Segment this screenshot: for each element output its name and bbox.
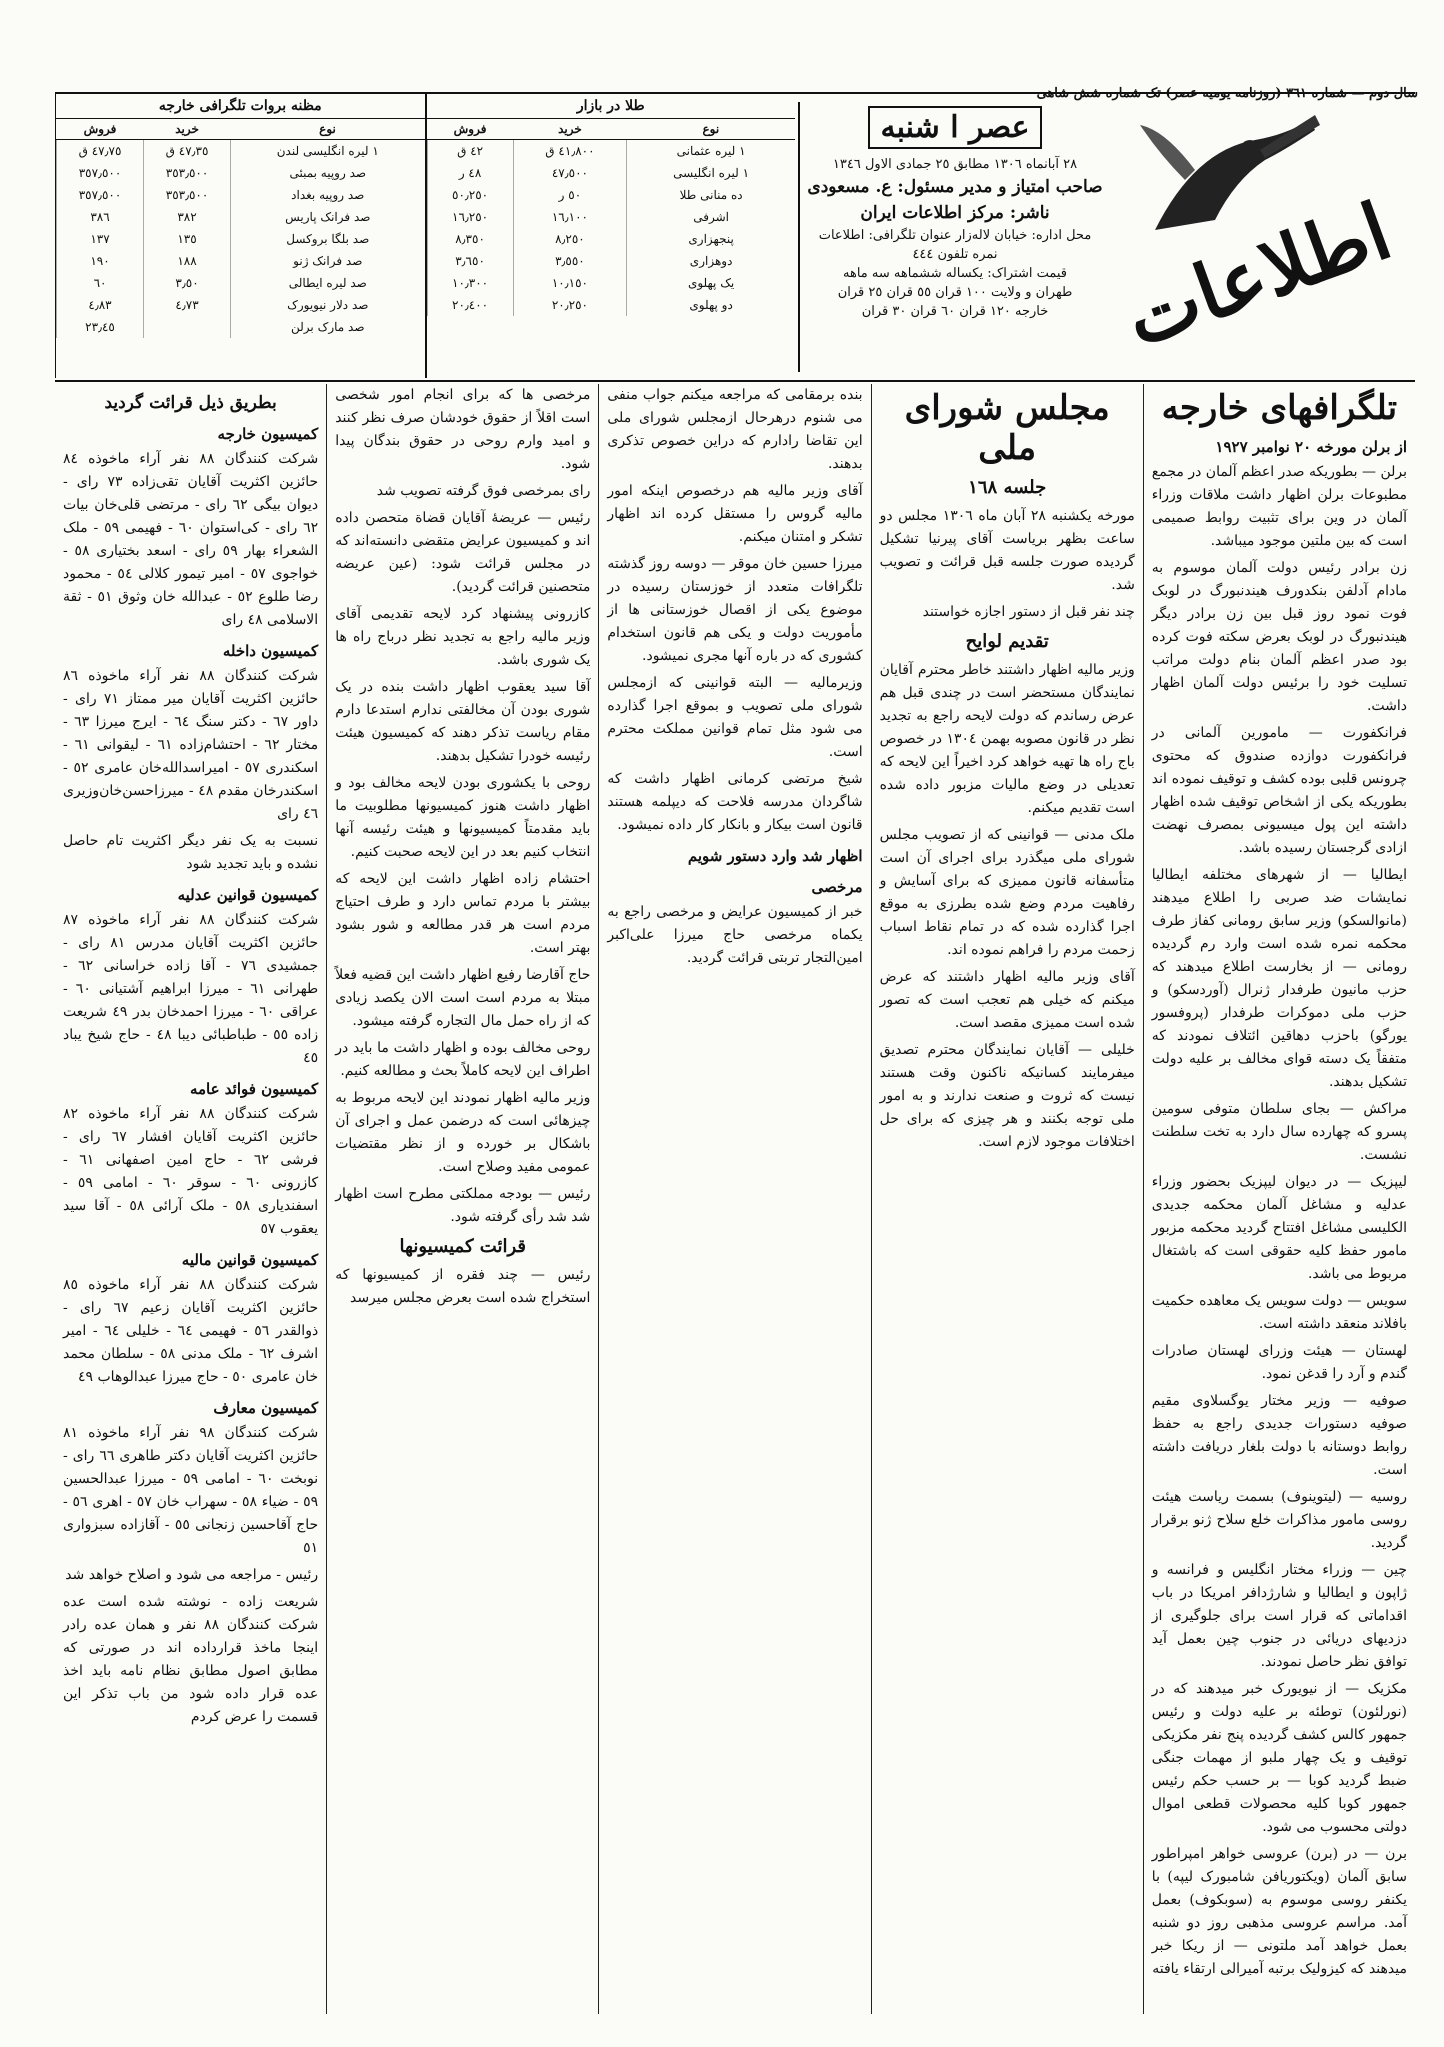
- gold-table-body: [427, 140, 795, 317]
- table-cell: ٥٠٫٢٥٠: [427, 184, 513, 206]
- table-cell: ١٣٧: [57, 228, 144, 250]
- column-parliament: [871, 384, 1143, 2014]
- table-cell: ٣٥٣٫٥٠٠: [144, 162, 231, 184]
- table-cell: ١٦٫١٠٠: [513, 206, 627, 228]
- table-row: [57, 140, 425, 163]
- foreign-telegrams-title: تلگرافهای خارجه: [1161, 388, 1398, 428]
- paragraph: رای بمرخصی فوق گرفته تصویب شد: [376, 483, 591, 499]
- column-header: فروش: [57, 119, 144, 140]
- paragraph: احتشام زاده اظهار داشت این لایحه که بیشتر با مردم تماس دارد و طرف احتیاج مردم است هر قدر مطالعه و شور بشود بهتر است.: [335, 871, 591, 956]
- publisher-line: ناشر: مرکز اطلاعات ایران: [860, 203, 1050, 223]
- paragraph: وزیر مالیه اظهار داشتند خاطر محترم آقایان نمایندگان مستحضر است در چندی قبل هم عرض رساندم که دولت لایحه راجع به تجدید نظر در قانون مصوبه بهمن ١٣٠٤ در خصوص باج راه ها تهیه خواهد کرد اخیراً این لایحه که تعدیلی در وضع مالیات مزبور داده شده است تقدیم میکنم.: [879, 662, 1135, 816]
- table-cell: ٤٧٫٧٥ ق: [57, 140, 144, 163]
- table-row: [427, 184, 795, 206]
- paragraph: آقای وزیر مالیه هم درخصوص اینکه امور مالیه گروس را مستقل کرده اند اظهار تشکر و امتنان میکنم.: [607, 483, 863, 545]
- paragraph: مکزیک — از نیویورک خبر میدهند که در (نورلئون) توطئه بر علیه دولت و رئیس جمهور کالس کشف گردیده پنج نفر مکزیکی توقیف و یک چهار ملبو از مهمات جنگی ضبط گردید کوبا — بر حسب حکم رئیس جمهور کوبا کلیه محصولات قطعی اموال دولتی محسوب می شود.: [1151, 1681, 1407, 1835]
- table-cell: ٢٣٫٤٥: [57, 316, 144, 338]
- paragraph: شرکت کنندگان ٨٨ نفر آراء ماخوذه ٨٦ حائزین اکثریت آقایان میر ممتاز ٧١ رای - داور ٦٧ - دکتر سنگ ٦٤ - ایرج میرزا ٦٣ - مختار ٦٢ - احتشام‌زاده ٦١ - لیقوانی ٦١ - اسکندری ٥٧ - امیراسدالله‌خان عامری ٥٢ - اسکندرخان مقدم ٤٨ - میرزاحسن‌خان‌وزیری ٤٦ رای: [62, 668, 319, 822]
- table-cell: ٣٥٧٫٥٠٠: [57, 184, 144, 206]
- paragraph: رئیس - مراجعه می شود و اصلاح خواهد شد: [65, 1567, 319, 1583]
- paragraph: آقای وزیر مالیه اظهار داشتند که عرض میکنم که خیلی هم تعجب است که تصور شده است ممیزی مقصد است.: [879, 969, 1135, 1031]
- column-header: فروش: [427, 119, 513, 140]
- table-row: [57, 316, 425, 338]
- table-cell: ١٠٫١٥٠: [513, 272, 627, 294]
- subscription-row: خارجه ١٢٠ قران ٦٠ قران ٣٠ قران: [861, 304, 1049, 319]
- table-cell: صد فرانک پاریس: [231, 206, 425, 228]
- table-cell: ده منانی طلا: [627, 184, 795, 206]
- table-cell: صد مارک برلن: [231, 316, 425, 338]
- phone-line: نمره تلفون ٤٤٤: [912, 247, 998, 262]
- dateline: از برلن مورخه ٢٠ نوامبر ١٩٢٧: [1215, 438, 1407, 456]
- logo: [1115, 100, 1415, 370]
- table-cell: ١٩٠: [57, 250, 144, 272]
- table-cell: ٤٧٫٥٠٠: [513, 162, 627, 184]
- price-tables: [55, 94, 795, 378]
- table-cell: ٨٫٣٥٠: [427, 228, 513, 250]
- committees-title: بطریق ذیل قرائت گردید: [104, 393, 277, 413]
- table-cell: ٥٠ ر: [513, 184, 627, 206]
- table-row: [427, 272, 795, 294]
- table-cell: ٣٫٥٥٠: [513, 250, 627, 272]
- table-cell: ٦٠: [57, 272, 144, 294]
- table-cell: ٤١٫٨٠٠ ق: [513, 140, 627, 163]
- address-line: محل اداره: خیابان لاله‌زار عنوان تلگرافی: اطلاعات: [818, 228, 1092, 243]
- paragraph: شریعت زاده - نوشته شده است عده شرکت کنندگان ٨٨ نفر و همان عده رادر اینجا ماخذ قرارداده اند در صورتی که مطابق اصول مطابق نظام نامه باید اخذ عده قرار داده شود من باب تذکر این قسمت را عرض کردم: [62, 1594, 319, 1725]
- table-cell: ٤٢ ق: [427, 140, 513, 163]
- table-row: [57, 294, 425, 316]
- subscription-title: قیمت اشتراک: یکساله ششماهه سه ماهه: [843, 266, 1067, 281]
- table-cell: ٣٥٧٫٥٠٠: [57, 162, 144, 184]
- table-cell: دوهزاری: [627, 250, 795, 272]
- committee-heading: کمیسیون معارف: [213, 1399, 319, 1417]
- paragraph: شرکت کنندگان ٨٨ نفر آراء ماخوذه ٨٧ حائزین اکثریت آقایان مدرس ٨١ رای - جمشیدی ٧٦ - آقا زاده خراسانی ٦٢ - طهرانی ٦١ - میرزا ابراهیم آشتیانی ٦٠ - عراقی ٦٠ - میرزا احمدخان بدر ٤٩ شریعت زاده ٥٥ - طباطبائی دیبا ٤٨ - حاج شیخ یباد ٤٥: [62, 912, 319, 1066]
- table-cell: صد روپیه بغداد: [231, 184, 425, 206]
- paragraph: رئیس — عریضهٔ آقایان قضاة متحصن داده اند و کمیسیون عرایض متقضی دانسته‌اند که در مجلس قرائت شود: (عین عریضه متحصنین قرائت گردید).: [335, 510, 591, 595]
- paragraph: شرکت کنندگان ٨٨ نفر آراء ماخوذه ٨٥ حائزین اکثریت آقایان زعیم ٦٧ رای - ذوالقدر ٥٦ - فهیمی ٦٤ - خلیلی ٦٤ - امیر اشرف ٦٢ - ملک مدنی ٥٨ - سلطان محمد خان عامری ٥٠ - حاج میرزا عبدالوهاب ٤٩: [62, 1277, 319, 1385]
- table-cell: ٤٨ ر: [427, 162, 513, 184]
- table-cell: صد لیره ایطالی: [231, 272, 425, 294]
- table-row: [427, 250, 795, 272]
- paragraph: زن برادر رئیس دولت آلمان موسوم به مادام آدلفن بنکدورف هیندنبورگ در لوبک فوت نمود روز قبل بین زن برادر دیگر هیندنبورگ در لوبک بعرض سکته فوت کرده بود صدر اعظم آلمان بنام دولت مراتب تسلیت خود را برئیس دولت آلمان اظهار داشت.: [1151, 560, 1407, 714]
- owner-line: صاحب امتیاز و مدیر مسئول: ع. مسعودی: [807, 177, 1103, 197]
- column-header: خرید: [513, 119, 627, 140]
- column-committees: [55, 384, 326, 2014]
- table-cell: ٤٫٨٣: [57, 294, 144, 316]
- paragraph: خلیلی — آقایان نمایندگان محترم تصدیق میفرمایند کسانیکه ناکنون وقت هستند نیست که ثروت و صنعت ندارند و به امور ملی توجه بکنند و هر چیزی که برای حل اختلافات موجود لازم است.: [879, 1042, 1135, 1150]
- table-cell: [144, 316, 231, 338]
- paragraph: شرکت کنندگان ٨٨ نفر آراء ماخوذه ٨٤ حائزین اکثریت آقایان تقی‌زاده ٧٣ رای - دیوان بیگی ٦٢ رای - مرتضی قلی‌خان بیات ٦٢ رای - کی‌استوان ٦٠ - فهیمی ٥٩ - ملک الشعراء بهار ٥٩ رای - اسعد بختیاری ٥٨ - خواجوی ٥٧ - امیر تیمور کلالی ٥٤ - محمود رضا طلوع ٥٢ - عبدالله خان وثوق ٥١ - ثقة الاسلامی ٤٨ رای: [62, 451, 319, 628]
- paragraph: کازرونی پیشنهاد کرد لایحه تقدیمی آقای وزیر مالیه راجع به تجدید نظر درباج راه ها یک شوری باشد.: [335, 606, 591, 668]
- committee-heading: کمیسیون داخله: [222, 642, 319, 660]
- table-cell: ٣٫٦٥٠: [427, 250, 513, 272]
- paragraph: شرکت کنندگان ٩٨ نفر آراء ماخوذه ٨١ حائزین اکثریت آقایان دکتر طاهری ٦٦ رای - نوبخت ٦٠ - امامی ٥٩ - میرزا عبدالحسین ٥٩ - ضیاء ٥٨ - سهراب خان ٥٧ - اهری ٥٦ - حاج آقاحسین زنجانی ٥٥ - آقازاده سبزواری ٥١: [62, 1425, 319, 1556]
- article-columns: [55, 384, 1415, 2014]
- table-row: [57, 272, 425, 294]
- committee-heading: کمیسیون فوائد عامه: [189, 1080, 319, 1098]
- paragraph: ملک مدنی — قوانینی که از تصویب مجلس شورای ملی میگذرد برای اجرای آن است متأسفانه قانون ممیزی که برای آسایش و رفاهیت مردم وضع شده بطرزی به موقع اجرا گذارده شده که در تمام نقاط اسباب زحمت مردم را فراهم نموده اند.: [879, 827, 1135, 958]
- table-cell: ٣٥٣٫٥٠٠: [144, 184, 231, 206]
- paragraph: روحی مخالف بوده و اظهار داشت ما باید در اطراف این لایحه کاملاً بحث و مطالعه کنیم.: [335, 1040, 591, 1079]
- column-leave-requests: [326, 384, 598, 2014]
- column-header: نوع: [627, 119, 795, 140]
- table-row: [57, 162, 425, 184]
- table-cell: صد دلار نیویورک: [231, 294, 425, 316]
- rates-table-body: [57, 140, 425, 339]
- table-cell: ١ لیره انگلیسی: [627, 162, 795, 184]
- paragraph: مراکش — بجای سلطان متوفی سومین پسرو که چهارده سال دارد به تخت سلطنت نشست.: [1151, 1101, 1407, 1163]
- table-cell: ٣٨٢: [144, 206, 231, 228]
- paragraph: میرزا حسین خان موقر — دوسه روز گذشته تلگرافات متعدد از خوزستان رسیده در موضوع یکی از اقصال خوزستانی ها از مأموریت دولت و یکی هم قانون استخدام کشوری که در باره آنها مجری نمیشود.: [607, 556, 863, 664]
- paragraph: مورخه یکشنبه ٢٨ آبان ماه ١٣٠٦ مجلس دو ساعت بظهر بریاست آقای پیرنیا تشکیل گردیده صورت جلسه قبل قرائت و تصویب شد.: [879, 508, 1135, 593]
- section-heading: تقدیم لوایح: [965, 631, 1049, 652]
- table-row: [427, 228, 795, 250]
- table-cell: ٤٧٫٣٥ ق: [144, 140, 231, 163]
- table-cell: ٣٫٥٠: [144, 272, 231, 294]
- table-cell: دو پهلوی: [627, 294, 795, 316]
- table-cell: صد فرانک ژنو: [231, 250, 425, 272]
- paragraph: خبر از کمیسیون عرایض و مرخصی راجع به یکماه مرخصی حاج میرزا علی‌اکبر امین‌التجار تربتی قرائت گردید.: [607, 904, 863, 966]
- committee-heading: کمیسیون خارجه: [217, 425, 319, 443]
- paragraph: روسیه — (لیتوینوف) بسمت ریاست هیئت روسی مامور مذاکرات خلع سلاح ژنو برقرار گردید.: [1151, 1489, 1407, 1551]
- paragraph: برن — در (برن) عروسی خواهر امپراطور سابق آلمان (ویکتوریافن شامبورک لیپه) با یکنفر روسی موسوم به (سوبکوف) بعمل آمد. مراسم عروسی مذهبی روز دو شنبه بعمل خواهد آمد ملتونی — از ریکا خبر میدهند که کیزولیک برتبه آمیرالی ارتقاء یافته: [1151, 1846, 1407, 1977]
- logo-text: اطلاعات: [1113, 185, 1403, 366]
- paragraph: شرکت کنندگان ٨٨ نفر آراء ماخوذه ٨٢ حائزین اکثریت آقایان افشار ٦٧ رای - فرشی ٦٢ - حاج امین اصفهانی ٦١ - کازرونی ٦٠ - سوقر ٦٠ - امامی ٥٩ - اسفندیاری ٥٨ - ملک آرائی ٥٨ - آقا سید یعقوب ٥٧: [62, 1106, 319, 1237]
- paragraph: بنده برمقامی که مراجعه میکنم جواب منفی می شنوم درهرحال ازمجلس شورای ملی این تقاضا رادارم که دراین خصوص تذکری بدهند.: [607, 387, 863, 472]
- paragraph: مرخصی ها که برای انجام امور شخصی است اقلاً از حقوق خودشان صرف نظر کنند و امید وارم روحی در حقوق بندگان پیدا شود.: [335, 387, 591, 472]
- table-cell: اشرفی: [627, 206, 795, 228]
- paragraph: چند نفر قبل از دستور اجازه خواستند: [922, 604, 1135, 620]
- paragraph: وزیر مالیه اظهار نمودند این لایحه مربوط به چیزهائی است که درضمن عمل و اجرای آن باشکال بر خورده و از نظر مقتضیات عمومی مفید وصلاح است.: [335, 1090, 591, 1175]
- paragraph: ایطالیا — از شهرهای مختلفه ایطالیا نمایشات ضد صربی را اطلاع میدهند (مانوالسکو) وزیر سابق رومانی کفاز طرف محکمه نمره شده است وارد رم گردیده رومانی — از بخارست اطلاع میدهند که حزب مانیون طرفدار ژنرال (آوردسکو) و حزب ملی دموکرات طرفدار (پروفسور یورگو) باحزب دهاقین ائتلاف نمودند که متفقاً یک دسته قوای مخالف بر علیه دولت تشکیل بدهند.: [1151, 867, 1407, 1090]
- paragraph: نسبت به یک نفر دیگر اکثریت تام حاصل نشده و باید تجدید شود: [62, 833, 319, 872]
- rates-table-title: مظنه بروات تلگرافی خارجه: [56, 94, 425, 119]
- gold-market-table: [425, 94, 796, 378]
- paragraph: روحی با یکشوری بودن لایحه مخالف بود و اظهار داشت هنوز کمیسیونها مطلوبیت ما باید مقدمتاً کمیسیونها و هیئت رئیسه آنها انتخاب کنیم بعد در این لایحه صحبت کنیم.: [335, 775, 591, 860]
- table-cell: ٣٨٦: [57, 206, 144, 228]
- paragraph: سویس — دولت سویس یک معاهده حکمیت بافلاند منعقد داشته است.: [1151, 1293, 1407, 1332]
- table-cell: صد روپیه بمبئی: [231, 162, 425, 184]
- paragraph: رئیس — بودجه مملکتی مطرح است اظهار شد شد رأی گرفته شود.: [335, 1186, 591, 1225]
- table-cell: ١ لیره انگلیسی لندن: [231, 140, 425, 163]
- table-cell: ١٣٥: [144, 228, 231, 250]
- table-cell: ١٦٫٢٥٠: [427, 206, 513, 228]
- paragraph: برلن — بطوریکه صدر اعظم آلمان در مجمع مطبوعات برلن اظهار داشت ملاقات وزراء آلمان در وین برای تثبیت روابط صمیمی است که بین ملتین موجود میباشد.: [1151, 464, 1407, 549]
- issue-date: ٢٨ آبانماه ١٣٠٦ مطابق ٢٥ جمادی الاول ١٣٤٦: [832, 157, 1078, 172]
- paragraph: حاج آقارضا رفیع اظهار داشت این قضیه فعلاً مبتلا به مردم است است الان یکصد زیادی که از راه حمل مال التجاره گرفته میشود.: [335, 967, 591, 1029]
- exchange-rates-table: [55, 94, 425, 378]
- table-row: [427, 206, 795, 228]
- day-banner: عصر ا شنبه: [868, 106, 1042, 149]
- session-number: جلسه ١٦٨: [968, 477, 1047, 498]
- table-row: [57, 250, 425, 272]
- section-heading: اظهار شد وارد دستور شویم: [687, 847, 863, 865]
- column-foreign-telegrams: [1143, 384, 1415, 2014]
- table-cell: ٢٠٫٢٥٠: [513, 294, 627, 316]
- paragraph: آقا سید یعقوب اظهار داشت بنده در یک شوری بودن آن مخالفتی ندارم استدعا دارم مقام ریاست تذکر دهند که کمیسیون هیئت رئیسه خودرا تشکیل بدهند.: [335, 679, 591, 764]
- paragraph: وزیرمالیه — البته قوانینی که ازمجلس شورای ملی تصویب و بموقع اجرا گذارده می شود مثل تمام قوانین مملکت محترم است.: [607, 675, 863, 760]
- table-row: [57, 206, 425, 228]
- table-cell: صد بلگا بروکسل: [231, 228, 425, 250]
- table-cell: ٢٠٫٤٠٠: [427, 294, 513, 316]
- paragraph: صوفیه — وزیر مختار یوگسلاوی مقیم صوفیه دستورات جدیدی راجع به حفظ روابط دوستانه با دولت بلغار دریافت داشته است.: [1151, 1393, 1407, 1478]
- table-row: [57, 184, 425, 206]
- subscription-row: طهران و ولایت ١٠٠ قران ٥٥ قران ٢٥ قران: [837, 285, 1073, 300]
- table-row: [427, 294, 795, 316]
- table-row: [57, 228, 425, 250]
- table-row: [427, 162, 795, 184]
- column-header: خرید: [144, 119, 231, 140]
- paragraph: چین — وزراء مختار انگلیس و فرانسه و ژاپون و ایطالیا و شارژدافر امریکا در باب اقداماتی که قرار است برای جلوگیری از دزدیهای دریائی در جنوب چین بعمل آید توافق نظر حاصل نمودند.: [1151, 1562, 1407, 1670]
- table-cell: پنجهزاری: [627, 228, 795, 250]
- table-row: [427, 140, 795, 163]
- publication-info: [798, 102, 1110, 372]
- gold-table-title: طلا در بازار: [427, 94, 796, 119]
- table-cell: ١ لیره عثمانی: [627, 140, 795, 163]
- masthead: [55, 92, 1415, 382]
- table-cell: ٤٫٧٣: [144, 294, 231, 316]
- committee-heading: کمیسیون قوانین مالیه: [181, 1251, 319, 1269]
- section-heading: مرخصی: [811, 878, 863, 896]
- paragraph: شیخ مرتضی کرمانی اظهار داشت که شاگردان مدرسه فلاحت که دیپلمه هستند قانون است بیکار و بانکار کار داده نمیشود.: [607, 771, 863, 833]
- column-header: نوع: [231, 119, 425, 140]
- table-cell: ٨٫٢٥٠: [513, 228, 627, 250]
- paragraph: لیپزیک — در دیوان لیپزیک بحضور وزراء عدلیه و مشاغل آلمان محکمه جدیدی الکلیسی مشاغل افتتاح گردید محکمه مزبور مامور حفظ کلیه حقوقی است که باشتغال مربوط می باشد.: [1151, 1174, 1407, 1282]
- table-cell: یک پهلوی: [627, 272, 795, 294]
- paragraph: لهستان — هیئت وزرای لهستان صادرات گندم و آرد را قدغن نمود.: [1151, 1343, 1407, 1382]
- parliament-title: مجلس شورای ملی: [904, 388, 1110, 468]
- table-cell: ١٠٫٣٠٠: [427, 272, 513, 294]
- paragraph: فرانکفورت — مامورین آلمانی در فرانکفورت دوازده صندوق که محتوی چرونس قلبی بوده کشف و توقیف نموده اند بطوریکه یکی از اشخاص توقیف شده اظهار داشته این پول میسیونی بمصرف نهضت ازادی گرجستان رسیده باشد.: [1151, 725, 1407, 856]
- committee-heading: کمیسیون قوانین عدلیه: [177, 886, 319, 904]
- paragraph: رئیس — چند فقره از کمیسیونها که استخراج شده است بعرض مجلس میرسد: [335, 1267, 591, 1306]
- table-cell: ١٨٨: [144, 250, 231, 272]
- issue-info: سال دوم — شماره ٣٦١ (روزنامه یومیه عصر) تک شماره شش شاهی: [1036, 86, 1418, 101]
- column-debate-continued: [598, 384, 870, 2014]
- section-heading: قرائت کمیسیونها: [399, 1236, 527, 1257]
